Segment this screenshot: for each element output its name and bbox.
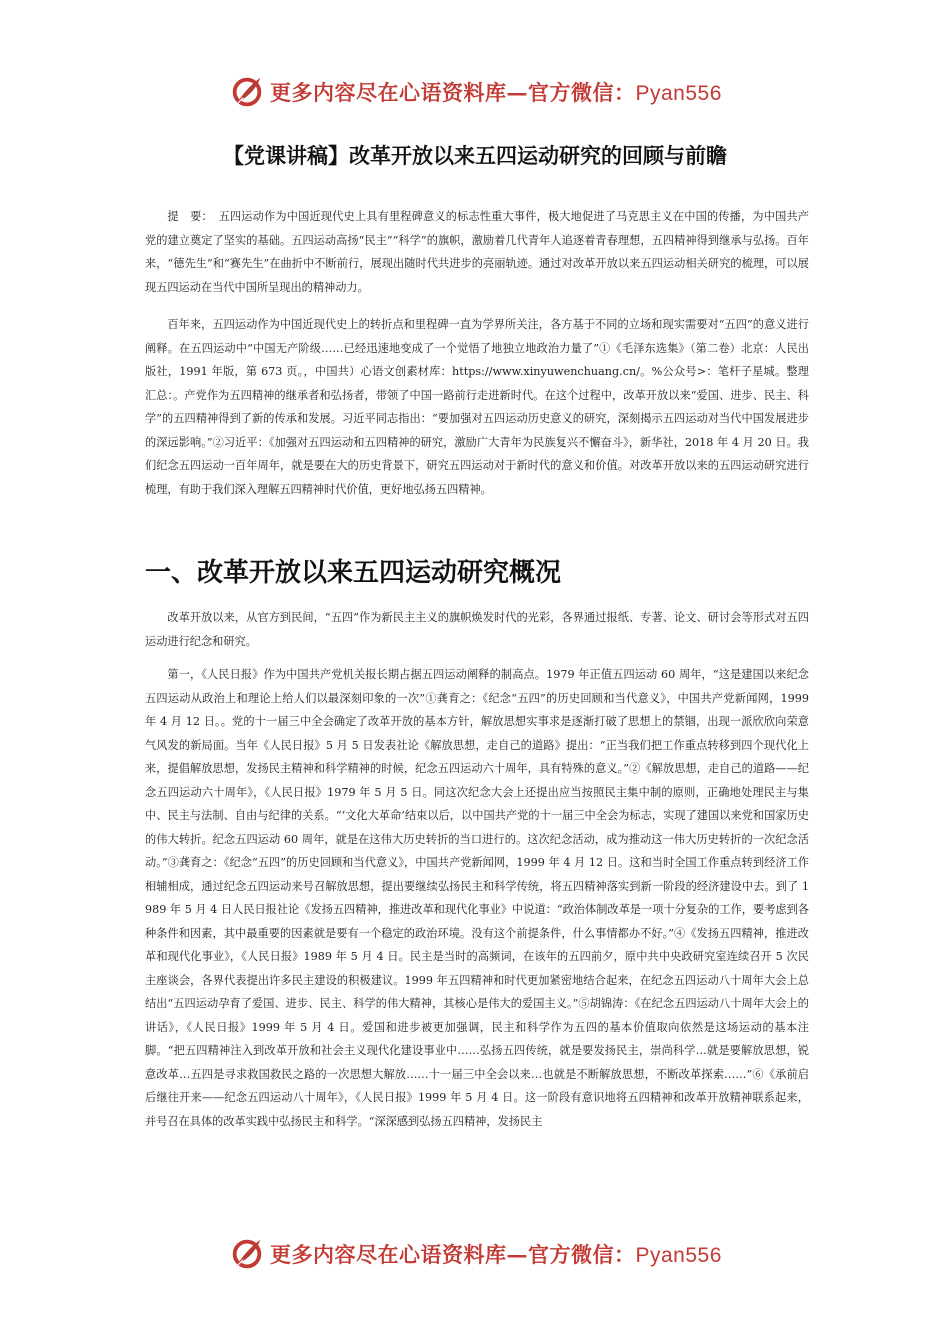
section-heading: 一、改革开放以来五四运动研究概况 [145,558,562,588]
header-banner [0,70,950,114]
intro-paragraph: 百年来，五四运动作为中国近现代史上的转折点和里程碑一直为学界所关注，各方基于不同的立场和现实需要对“五四”的意义进行阐释。在五四运动中“中国无产阶级……已经迅速地变成了一个觉悟了地独立地政治力量了”①《毛泽东选集》（第二卷）北京：人民出版社，1991 年版，第 673 页。，中国共）心语文创素材库：https://www.xinyuwenchuang.cn/。%公众号>：笔杆子星城。整理汇总：。产党作为五四精神的继承者和弘扬者，带领了中国一路前行走进新时代。在这个过程中，改革开放以来“爱国、进步、民主、科学”的五四精神得到了新的传承和发展。习近平同志指出：“要加强对五四运动历史意义的研究，深刻揭示五四运动对当代中国发展进步的深远影响。”②习近平：《加强对五四运动和五四精神的研究，激励广大青年为民族复兴不懈奋斗》，新华社，2018 年 4 月 20 日。我们纪念五四运动一百年周年，就是要在大的历史背景下，研究五四运动对于新时代的意义和价值。对改革开放以来的五四运动研究进行梳理，有助于我们深入理解五四精神时代价值，更好地弘扬五四精神。 [145,318,809,496]
banner-text [270,1239,722,1269]
banner-wechat-id: Pyan556 [635,82,722,105]
section1-paragraph-1: 改革开放以来，从官方到民间，“五四”作为新民主主义的旗帜焕发时代的光彩，各界通过报纸、专著、论文、研讨会等形式对五四运动进行纪念和研究。 [145,611,809,648]
banner-text [270,77,722,107]
abstract-paragraph: 提 要： 五四运动作为中国近现代史上具有里程碑意义的标志性重大事件，极大地促进了马克思主义在中国的传播，为中国共产党的建立奠定了坚实的基础。五四运动高扬“民主”“科学”的旗帜，激励着几代青年人追逐着青春理想，五四精神得到继承与弘扬。百年来，“德先生”和“赛先生”在曲折中不断前行，展现出随时代共进步的亮丽轨迹。通过对改革开放以来五四运动相关研究的梳理，可以展现五四运动在当代中国所呈现出的精神动力。 [145,210,809,294]
quill-pen-logo-icon [228,73,266,111]
banner-wechat-id: Pyan556 [635,1244,722,1267]
section1-paragraph-2: 第一，《人民日报》作为中国共产党机关报长期占据五四运动阐释的制高点。1979 年正值五四运动 60 周年，“这是建国以来纪念五四运动从政治上和理论上给人们以最深刻印象的一次”①龚育之：《纪念“五四”的历史回顾和当代意义》，中国共产党新闻网，1999 年 4 月 12 日。。党的十一届三中全会确定了改革开放的基本方针，解放思想实事求是逐渐打破了思想上的禁锢，出现一派欣欣向荣意气风发的新局面。当年《人民日报》5 月 5 日发表社论《解放思想，走自己的道路》提出：“正当我们把工作重点转移到四个现代化上来，提倡解放思想，发扬民主精神和科学精神的时候，纪念五四运动六十周年，具有特殊的意义。”②《解放思想，走自己的道路——纪念五四运动六十周年》，《人民日报》1979 年 5 月 5 日。同这次纪念大会上还提出应当按照民主集中制的原则，正确地处理民主与集中、民主与法制、自由与纪律的关系。“‘文化大革命’结束以后，以中国共产党的十一届三中全会为标志，实现了建国以来党和国家历史的伟大转折。纪念五四运动 60 周年，就是在这伟大历史转折的当口进行的。这次纪念活动，成为推动这一伟大历史转折的一次纪念活动。”③龚育之：《纪念“五四”的历史回顾和当代意义》，中国共产党新闻网，1999 年 4 月 12 日。这和当时全国工作重点转到经济工作相辅相成，通过纪念五四运动来号召解放思想，提出要继续弘扬民主和科学传统，将五四精神落实到新一阶段的经济建设中去。到了 1989 年 5 月 4 日人民日报社论《发扬五四精神，推进改革和现代化事业》中说道：“政治体制改革是一项十分复杂的工作，要考虑到各种条件和因素，其中最重要的因素就是要有一个稳定的政治环境。没有这个前提条件，什么事情都办不好。”④《发扬五四精神，推进改革和现代化事业》，《人民日报》1989 年 5 月 4 日。民主是当时的高频词，在该年的五四前夕，原中共中央政研究室连续召开 5 次民主座谈会，各界代表提出许多民主建设的积极建议。1999 年五四精神和时代更加紧密地结合起来，在纪念五四运动八十周年大会上总结出“五四运动孕育了爱国、进步、民主、科学的伟大精神，其核心是伟大的爱国主义。”⑤胡锦涛：《在纪念五四运动八十周年大会上的讲话》，《人民日报》1999 年 5 月 4 日。爱国和进步被更加强调，民主和科学作为五四的基本价值取向依然是这场运动的基本注脚。“把五四精神注入到改革开放和社会主义现代化建设事业中……弘扬五四传统，就是要发扬民主，崇尚科学…就是要解放思想，锐意改革…五四是寻求救国救民之路的一次思想大解放……十一届三中全会以来…也就是不断解放思想，不断改革探索……”⑥《承前启后继往开来——纪念五四运动八十周年》，《人民日报》1999 年 5 月 4 日。这一阶段有意识地将五四精神和改革开放精神联系起来，并号召在具体的改革实践中弘扬民主和科学。“深深感到弘扬五四精神，发扬民主 [145,668,809,1128]
banner-text-main: 更多内容尽在心语资料库—官方微信： [270,80,636,105]
quill-pen-logo-icon [228,1235,266,1273]
banner-text-main: 更多内容尽在心语资料库—官方微信： [270,1242,636,1267]
document-title: 【党课讲稿】改革开放以来五四运动研究的回顾与前瞻 [223,144,727,168]
footer-banner [0,1232,950,1276]
